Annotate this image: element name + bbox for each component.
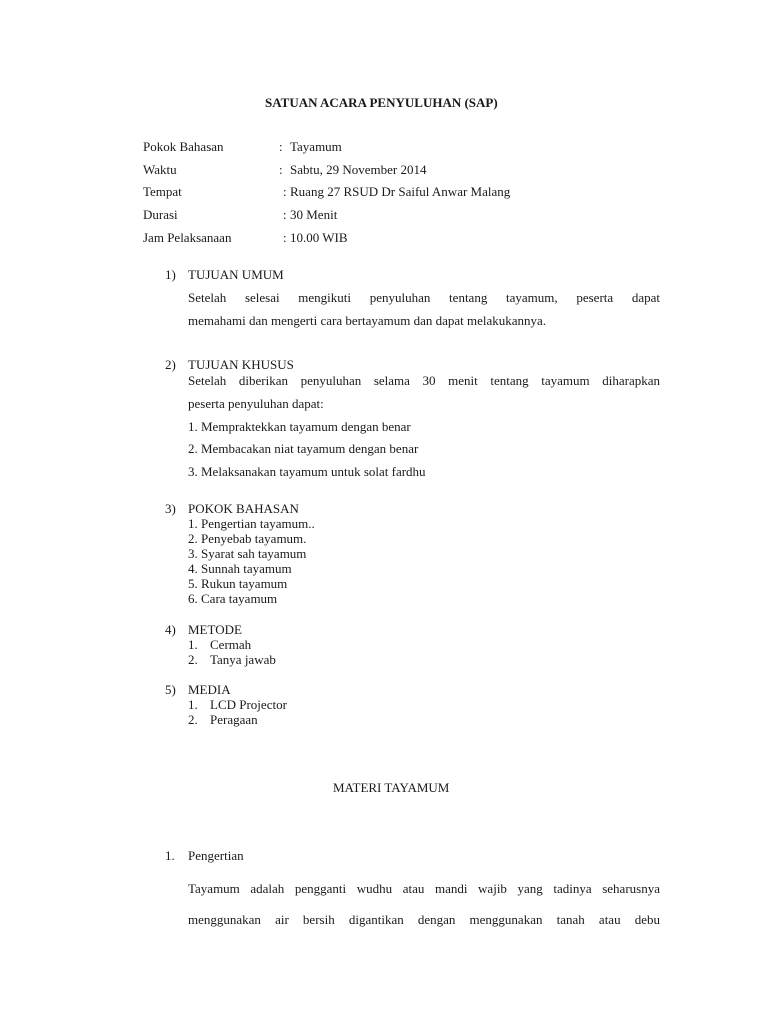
list-number: 1.: [188, 637, 198, 652]
info-sep-waktu: :: [279, 162, 283, 177]
list-item: 6. Cara tayamum: [188, 591, 278, 606]
info-label-jam: Jam Pelaksanaan: [143, 230, 232, 245]
list-item: 5. Rukun tayamum: [188, 576, 288, 591]
paragraph-line: Setelah diberikan penyuluhan selama 30 menit tentang tayamum diharapkan: [188, 373, 660, 388]
list-item: Peragaan: [210, 712, 258, 727]
section-number: 3): [165, 501, 176, 516]
paragraph-line: menggunakan air bersih digantikan dengan menggunakan tanah atau debu: [188, 912, 660, 927]
list-item: 1. Mempraktekkan tayamum dengan benar: [188, 419, 411, 434]
section-heading: TUJUAN KHUSUS: [188, 357, 294, 372]
info-label-durasi: Durasi: [143, 207, 178, 222]
info-sep-jam: :: [283, 230, 287, 245]
info-label-tempat: Tempat: [143, 184, 182, 199]
info-sep-pokok: :: [279, 139, 283, 154]
section-number: 1.: [165, 848, 175, 863]
info-value-tempat: Ruang 27 RSUD Dr Saiful Anwar Malang: [290, 184, 511, 199]
paragraph-line: memahami dan mengerti cara bertayamum dan dapat melakukannya.: [188, 313, 547, 328]
list-number: 2.: [188, 652, 198, 667]
info-value-durasi: 30 Menit: [290, 207, 338, 222]
info-sep-durasi: :: [283, 207, 287, 222]
section-heading: MEDIA: [188, 682, 231, 697]
section-number: 5): [165, 682, 176, 697]
list-item: 4. Sunnah tayamum: [188, 561, 292, 576]
list-item: 1. Pengertian tayamum..: [188, 516, 315, 531]
list-item: LCD Projector: [210, 697, 287, 712]
section-number: 4): [165, 622, 176, 637]
list-item: Cermah: [210, 637, 252, 652]
section-heading: METODE: [188, 622, 242, 637]
section-heading: Pengertian: [188, 848, 244, 863]
list-number: 1.: [188, 697, 198, 712]
info-sep-tempat: :: [283, 184, 287, 199]
section-number: 2): [165, 357, 176, 372]
paragraph-line: Setelah selesai mengikuti penyuluhan tentang tayamum, peserta dapat: [188, 290, 660, 305]
page-title: SATUAN ACARA PENYULUHAN (SAP): [265, 95, 498, 110]
info-label-waktu: Waktu: [143, 162, 177, 177]
section-heading: TUJUAN UMUM: [188, 267, 284, 282]
paragraph-line: peserta penyuluhan dapat:: [188, 396, 324, 411]
section-heading: POKOK BAHASAN: [188, 501, 299, 516]
list-item: 3. Syarat sah tayamum: [188, 546, 307, 561]
section-number: 1): [165, 267, 176, 282]
info-value-waktu: Sabtu, 29 November 2014: [290, 162, 427, 177]
info-value-jam: 10.00 WIB: [290, 230, 348, 245]
info-value-pokok: Tayamum: [290, 139, 342, 154]
list-number: 2.: [188, 712, 198, 727]
materi-title: MATERI TAYAMUM: [333, 780, 450, 795]
list-item: 3. Melaksanakan tayamum untuk solat fardhu: [188, 464, 426, 479]
info-label-pokok: Pokok Bahasan: [143, 139, 224, 154]
paragraph-line: Tayamum adalah pengganti wudhu atau mandi wajib yang tadinya seharusnya: [188, 881, 660, 896]
list-item: Tanya jawab: [210, 652, 276, 667]
list-item: 2. Membacakan niat tayamum dengan benar: [188, 441, 419, 456]
list-item: 2. Penyebab tayamum.: [188, 531, 307, 546]
